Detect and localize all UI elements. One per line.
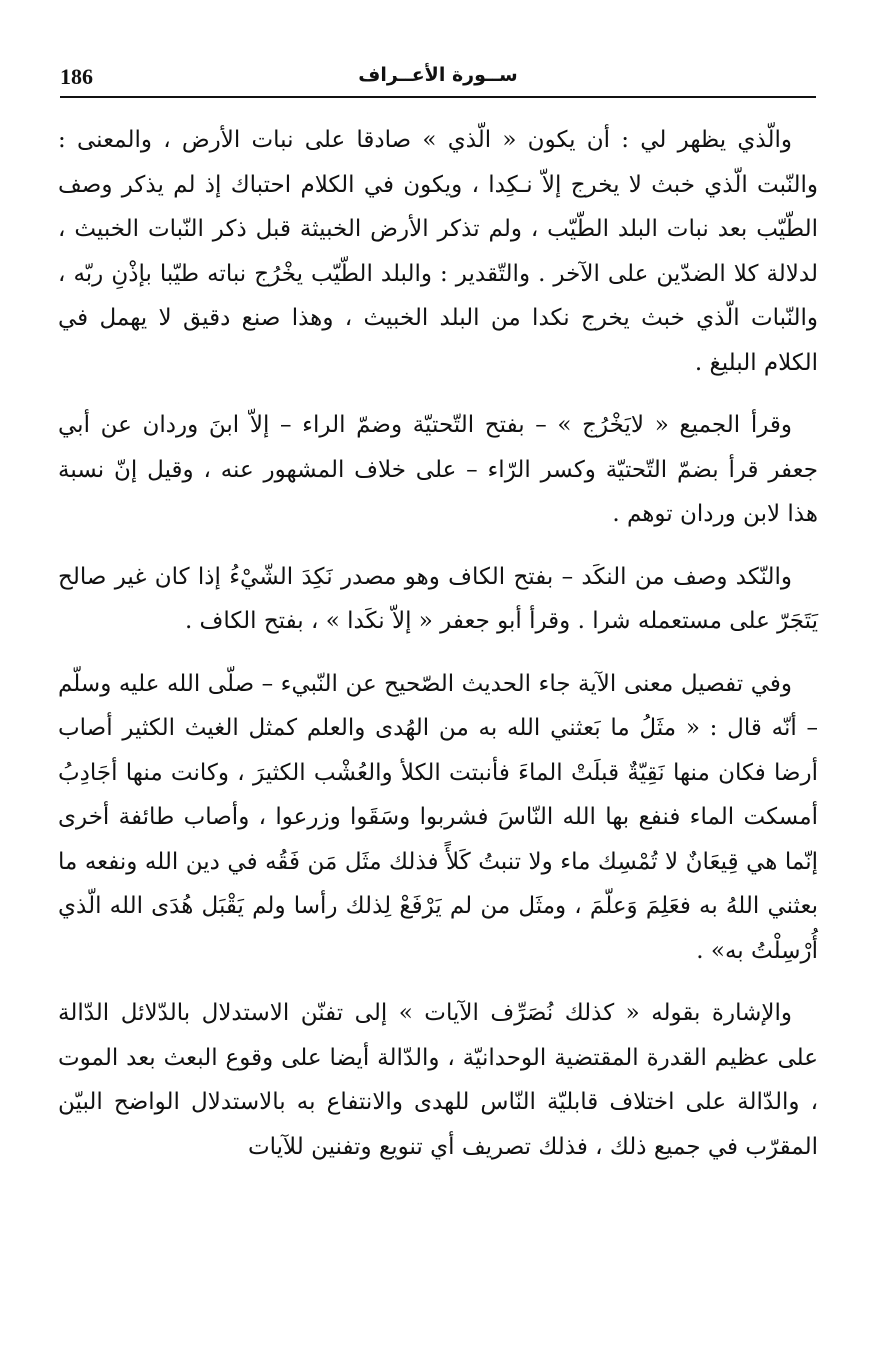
paragraph: والإشارة بقوله « كذلك نُصَرِّف الآيات » إلى تفنّن الاستدلال بالدّلائل الدّالة على عظيم القدرة المقتضية الوحدانيّة ، والدّالة أيضا على وقوع البعث بعد الموت ، والدّالة على اختلاف قابليّة النّاس للهدى والانتفاع به بالاستدلال الواضح البيّن المقرّب في جميع ذلك ، فذلك تصريف أي تنويع وتفنين للآيات	[58, 1000, 818, 1160]
page-header	[60, 62, 816, 98]
paragraph: وفي تفصيل معنى الآية جاء الحديث الصّحيح عن النّبيء – صلّى الله عليه وسلّم – أنّه قال : « مثَلُ ما بَعثني الله به من الهُدى والعلم كمثل الغيث الكثير أصاب أرضا فكان منها نَقِيّةٌ قبلَتْ الماءَ فأنبتت الكلأ والعُشْب الكثيرَ ، وكانت منها أجَادِبُ أمسكت الماء فنفع بها الله النّاسَ فشربوا وسَقَوا وزرعوا ، وأصاب طائفة أخرى إنّما هي قِيعَانٌ لا تُمْسِك ماء ولا تنبتُ كَلأً فذلك مثَل مَن فَقُه في دين الله ونفعه ما بعثني اللهُ به فعَلِمَ وَعلّمَ ، ومثَل من لم يَرْفَعْ لِذلك رأسا ولم يَقْبَل هُدَى الله الّذي أُرْسِلْتُ به» .	[58, 670, 818, 964]
page-number: 186	[60, 64, 93, 89]
page-body	[58, 118, 818, 1169]
surah-title: ســورة الأعــراف	[358, 64, 518, 86]
paragraph: وقرأ الجميع « لايَخْرُج » – بفتح التّحتيّة وضمّ الراء – إلاّ ابنَ وردان عن أبي جعفر قرأ بضمّ التّحتيّة وكسر الرّاء – على خلاف المشهور عنه ، وقيل إنّ نسبة هذا لابن وردان توهم .	[58, 412, 818, 527]
paragraph: والّذي يظهر لي : أن يكون « الّذي » صادقا على نبات الأرض ، والمعنى : والنّبت الّذي خبث لا يخرج إلاّ نـكِدا ، ويكون في الكلام احتباك إذ لم يذكر وصف الطّيّب بعد نبات البلد الطّيّب ، ولم تذكر الأرض الخبيثة قبل ذكر النّبات الخبيث ، لدلالة كلا الضدّين على الآخر . والتّقدير : والبلد الطّيّب يخْرُج نباته طيّبا بإذْنِ ربّه ، والنّبات الّذي خبث يخرج نكدا من البلد الخبيث ، وهذا صنع دقيق لا يهمل في الكلام البليغ .	[58, 127, 818, 376]
paragraph: والنّكد وصف من النكَد – بفتح الكاف وهو مصدر نَكِدَ الشّيْءُ إذا كان غير صالح يَتَجَرّ على مستعمله شرا . وقرأ أبو جعفر « إلاّ نكَدا » ، بفتح الكاف .	[58, 563, 818, 634]
